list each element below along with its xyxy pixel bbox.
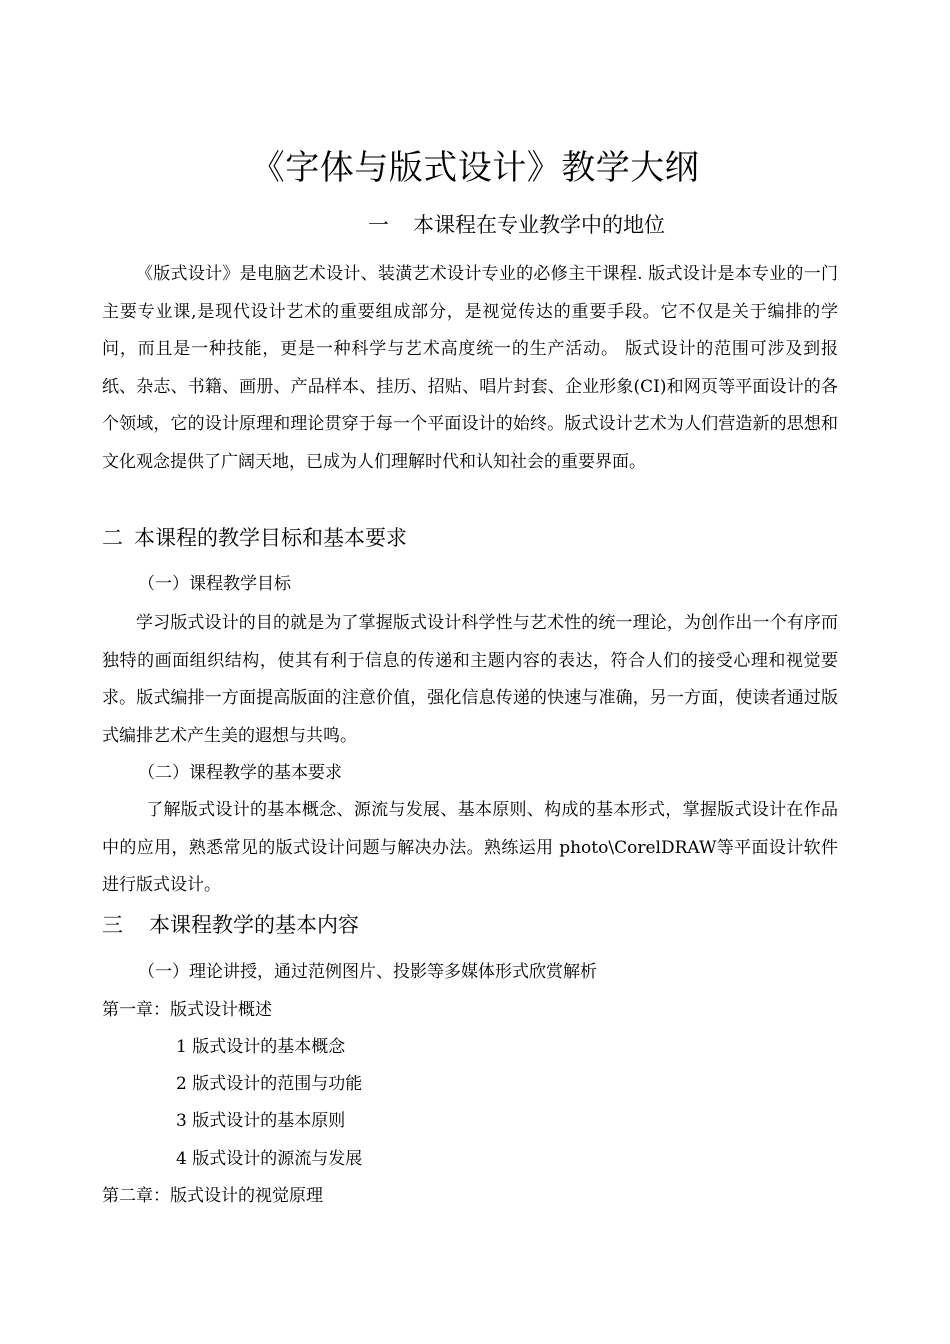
section-3-title: 本课程教学的基本内容 <box>149 913 359 937</box>
section-1-title: 本课程在专业教学中的地位 <box>413 213 665 237</box>
section-2-sub-2-paragraph: 了解版式设计的基本概念、源流与发展、基本原则、构成的基本形式，掌握版式设计在作品中的应用，熟悉常见的版式设计问题与解决办法。熟练运用 photo\CorelDRAW等平面设计软件进行版式设计。 <box>102 800 838 896</box>
chapter-1-item: 1 版式设计的基本概念 <box>176 1037 346 1057</box>
section-3-number: 三 <box>102 913 123 937</box>
section-3-sub-1-title: （一）理论讲授，通过范例图片、投影等多媒体形式欣赏解析 <box>138 962 597 982</box>
section-1-number: 一 <box>368 213 389 237</box>
chapter-1-item: 4 版式设计的源流与发展 <box>176 1149 363 1169</box>
chapter-2-title: 第二章：版式设计的视觉原理 <box>102 1186 323 1206</box>
section-2-heading <box>102 521 407 555</box>
section-3-heading <box>102 908 359 942</box>
section-2-sub-1-paragraph: 学习版式设计的目的就是为了掌握版式设计科学性与艺术性的统一理论，为创作出一个有序而独特的画面组织结构，使其有利于信息的传递和主题内容的表达，符合人们的接受心理和视觉要求。版式编排一方面提高版面的注意价值，强化信息传递的快速与准确，另一方面，使读者通过版式编排艺术产生美的遐想与共鸣。 <box>102 613 838 746</box>
chapter-1-item: 2 版式设计的范围与功能 <box>176 1074 363 1094</box>
section-1-paragraph: 《版式设计》是电脑艺术设计、装潢艺术设计专业的必修主干课程. 版式设计是本专业的一门主要专业课,是现代设计艺术的重要组成部分，是视觉传达的重要手段。它不仅是关于编排的学问，而且是一种技能，更是一种科学与艺术高度统一的生产活动。 版式设计的范围可涉及到报纸、杂志、书籍、画册、产品样本、挂历、招贴、唱片封套、企业形象(CI)和网页等平面设计的各个领域，它的设计原理和理论贯穿于每一个平面设计的始终。版式设计艺术为人们营造新的思想和文化观念提供了广阔天地，已成为人们理解时代和认知社会的重要界面。 <box>102 264 838 472</box>
section-2-number: 二 <box>102 526 123 550</box>
section-2-sub-2-title: （二）课程教学的基本要求 <box>138 763 342 783</box>
chapter-1-title: 第一章：版式设计概述 <box>102 1000 272 1020</box>
section-2-sub-1-title: （一）课程教学目标 <box>138 574 291 594</box>
section-2-title: 本课程的教学目标和基本要求 <box>134 526 407 550</box>
document-title: 《字体与版式设计》教学大纲 <box>250 148 700 188</box>
chapter-1-item: 3 版式设计的基本原则 <box>176 1111 346 1131</box>
section-1-heading <box>368 208 665 242</box>
